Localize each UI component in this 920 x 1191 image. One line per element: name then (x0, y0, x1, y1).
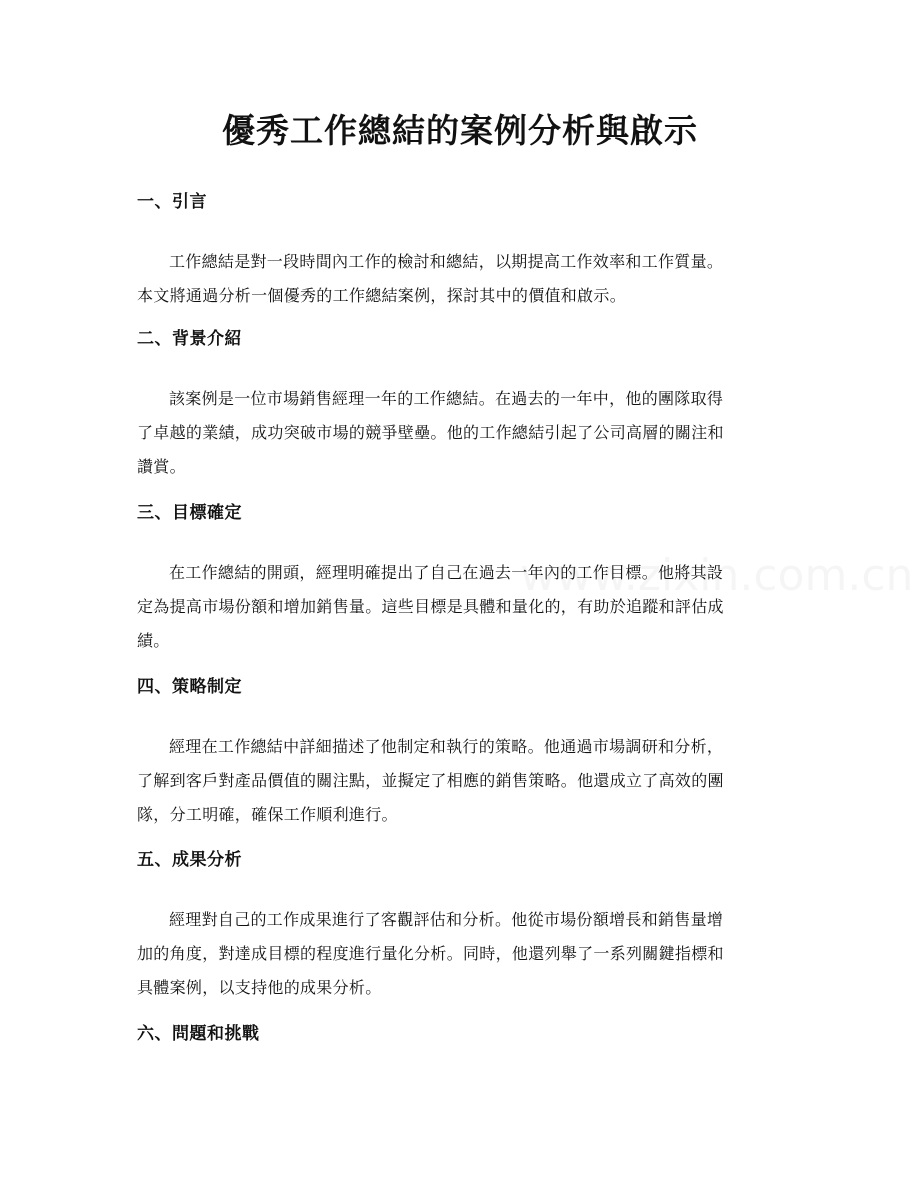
section-heading: 三、目標確定 (137, 503, 242, 523)
section-background (137, 327, 787, 484)
section-problems-challenges (137, 1022, 787, 1046)
paragraph-line: 了卓越的業績，成功突破市場的競爭壁壘。他的工作總結引起了公司高層的關注和 (137, 423, 724, 442)
paragraph-line: 定為提高市場份額和增加銷售量。這些目標是具體和量化的，有助於追蹤和評估成 (137, 597, 724, 616)
section-introduction (137, 190, 787, 313)
document-title: 優秀工作總結的案例分析與啟示 (222, 111, 698, 150)
section-results-analysis (137, 848, 787, 1005)
section-paragraph (137, 903, 787, 1005)
paragraph-line: 該案例是一位市場銷售經理一年的工作總結。在過去的一年中，他的團隊取得 (169, 389, 724, 408)
section-paragraph (137, 382, 787, 484)
paragraph-line: 本文將通過分析一個優秀的工作總結案例，探討其中的價值和啟示。 (137, 286, 627, 305)
section-paragraph (137, 730, 787, 832)
paragraph-line: 了解到客戶對產品價值的關注點，並擬定了相應的銷售策略。他還成立了高效的團 (137, 771, 724, 790)
section-heading: 四、策略制定 (137, 677, 242, 697)
section-paragraph (137, 245, 787, 313)
paragraph-line: 隊，分工明確，確保工作順利進行。 (137, 805, 398, 824)
paragraph-line: 經理對自己的工作成果進行了客觀評估和分析。他從市場份額增長和銷售量增 (169, 910, 724, 929)
paragraph-line: 加的角度，對達成目標的程度進行量化分析。同時，他還列舉了一系列關鍵指標和 (137, 944, 724, 963)
section-heading: 一、引言 (137, 192, 207, 212)
paragraph-line: 工作總結是對一段時間內工作的檢討和總結，以期提高工作效率和工作質量。 (169, 252, 724, 271)
section-paragraph (137, 556, 787, 658)
paragraph-line: 經理在工作總結中詳細描述了他制定和執行的策略。他通過市場調研和分析， (169, 737, 724, 756)
paragraph-line: 績。 (137, 631, 170, 650)
paragraph-line: 在工作總結的開頭，經理明確提出了自己在過去一年內的工作目標。他將其設 (169, 563, 724, 582)
paragraph-line: 具體案例，以支持他的成果分析。 (137, 978, 382, 997)
section-heading: 六、問題和挑戰 (137, 1024, 260, 1044)
section-goal-setting (137, 501, 787, 658)
section-strategy (137, 675, 787, 832)
section-heading: 五、成果分析 (137, 850, 242, 870)
section-heading: 二、背景介紹 (137, 329, 242, 349)
paragraph-line: 讚賞。 (137, 457, 186, 476)
